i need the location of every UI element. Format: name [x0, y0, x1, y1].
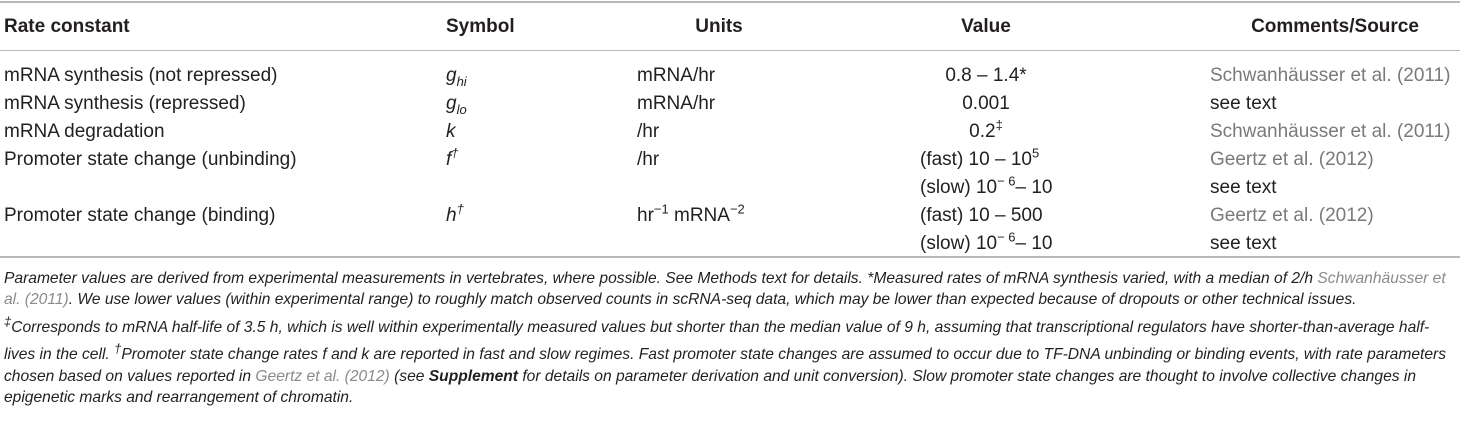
header-units: Units: [695, 16, 743, 37]
header-value: Value: [961, 16, 1011, 37]
row-4-comment-slow: see text: [1210, 177, 1277, 198]
footnote-ref-schwanhausser-link[interactable]: Schwanhäusser et al. (2011): [4, 270, 1446, 309]
row-2-symbol: $g_{lo}$: [446, 93, 467, 117]
table-bottom-rule: [0, 256, 1460, 258]
row-4-units: /hr: [637, 149, 660, 170]
header-comments: Comments/Source: [1251, 16, 1419, 37]
row-5-units: $hr^{-1}$ mRNA$^{-2}$: [637, 201, 745, 226]
row-4-value-slow: (slow) $10^{- 6}-$ 10: [920, 173, 1053, 198]
row-2-units: mRNA/hr: [637, 93, 716, 114]
header-rate-constant: Rate constant: [4, 16, 130, 37]
row-4-symbol: f†: [446, 145, 459, 170]
row-3-rate: mRNA degradation: [4, 121, 165, 142]
row-4-comment-fast-link[interactable]: Geertz et al. (2012): [1210, 149, 1374, 170]
header-symbol: Symbol: [446, 16, 515, 37]
header-rule: [0, 50, 1460, 51]
row-3-comment-link[interactable]: Schwanhäusser et al. (2011): [1210, 121, 1451, 142]
row-1-units: mRNA/hr: [637, 65, 716, 86]
row-3-value: 0.2‡: [969, 117, 1003, 142]
row-3-symbol: k: [446, 121, 456, 142]
row-1-rate: mRNA synthesis (not repressed): [4, 65, 278, 86]
row-5-comment-slow: see text: [1210, 233, 1277, 254]
row-2-comment: see text: [1210, 93, 1277, 114]
table-footnote: Parameter values are derived from experimental measurements in vertebrates, where possible. See Methods text for details. *Measured rates of mRNA synthesis varied, with a median of 2/h Schwanhäusser et al. (2011). We use lower values (within experimental range) to roughly match observed counts in scRNA-seq data, which may be lower than expected because of dropouts or other technical issues. ‡Corresponds to mRNA half-life of 3.5 h, which is well within experimentally measured values but shorter than the median value of 9 h, assuming that transcriptional regulators have shorter-than-average half-lives in the cell. †Promoter state change rates f and k are reported in fast and slow regimes. Fast promoter state changes are assumed to occur due to TF-DNA unbinding or binding events, with rate parameters chosen based on values reported in Geertz et al. (2012) (see Supplement for details on parameter derivation and unit conversion). Slow promoter state changes are thought to involve collective changes in epigenetic marks and rearrangement of chromatin.: [4, 270, 1447, 406]
row-4-rate: Promoter state change (unbinding): [4, 149, 297, 170]
row-1-comment-link[interactable]: Schwanhäusser et al. (2011): [1210, 65, 1451, 86]
row-5-rate: Promoter state change (binding): [4, 205, 276, 226]
row-5-value-fast: (fast) 10 – 500: [920, 205, 1043, 226]
row-3-units: /hr: [637, 121, 660, 142]
row-1-symbol: $g_{hi}$: [446, 65, 467, 89]
row-5-symbol: h†: [446, 201, 464, 226]
row-1-value: 0.8 – 1.4*: [945, 65, 1027, 86]
row-5-value-slow: (slow) $10^{- 6}-$ 10: [920, 229, 1053, 254]
row-2-rate: mRNA synthesis (repressed): [4, 93, 246, 114]
table-top-rule: [0, 1, 1460, 3]
row-4-value-fast: (fast) $10 - 10^5$: [920, 145, 1040, 170]
row-2-value: 0.001: [962, 93, 1010, 114]
supplement-link[interactable]: Supplement: [428, 367, 519, 385]
row-5-comment-fast-link[interactable]: Geertz et al. (2012): [1210, 205, 1374, 226]
footnote-ref-geertz-link[interactable]: Geertz et al. (2012): [255, 367, 390, 385]
